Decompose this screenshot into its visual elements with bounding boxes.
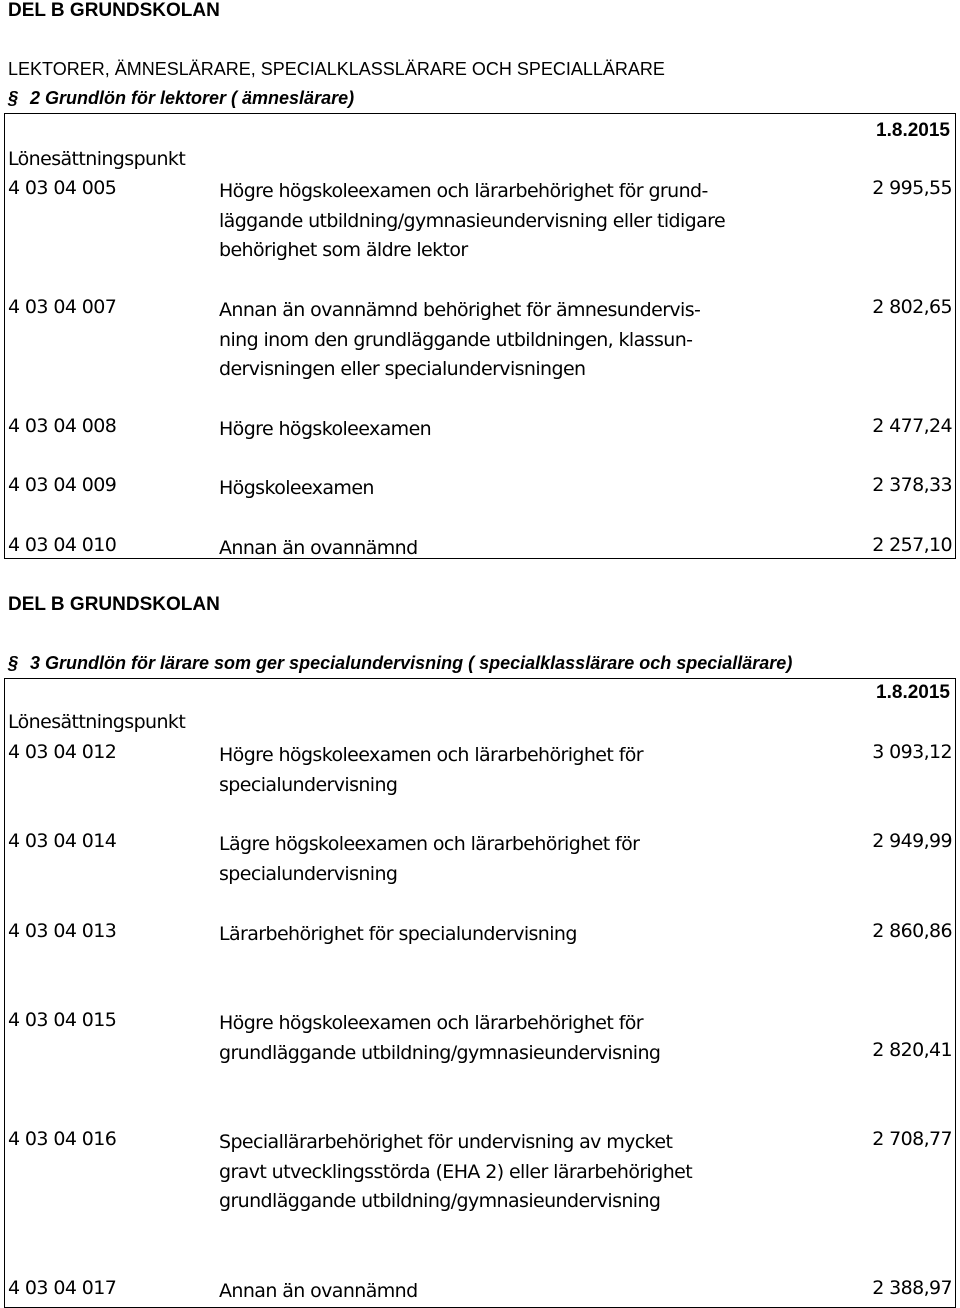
row-description-line: Annan än ovannämnd	[219, 1280, 418, 1302]
group-title: LEKTORER, ÄMNESLÄRARE, SPECIALKLASSLÄRARE OCH SPECIALLÄRARE	[8, 59, 665, 79]
row-amount: 2 860,86	[872, 920, 952, 942]
section-3-column-label: Lönesättningspunkt	[8, 711, 186, 733]
row-description	[219, 830, 639, 889]
row-code: 4 03 04 007	[8, 296, 117, 318]
row-code: 4 03 04 012	[8, 741, 117, 763]
row-description	[219, 741, 643, 800]
row-code: 4 03 04 015	[8, 1009, 117, 1031]
row-description	[219, 534, 418, 564]
part-title: DEL B GRUNDSKOLAN	[8, 0, 220, 21]
section-3-title: 3 Grundlön för lärare som ger specialundervisning ( specialklasslärare och speciallärare)	[30, 653, 793, 673]
row-code: 4 03 04 005	[8, 177, 117, 199]
section-sign: §	[8, 88, 19, 108]
row-amount: 2 477,24	[872, 415, 952, 437]
row-amount: 3 093,12	[872, 741, 952, 763]
row-code: 4 03 04 008	[8, 415, 117, 437]
row-description	[219, 1009, 660, 1068]
row-description-line: läggande utbildning/gymnasieundervisning eller tidigare	[219, 209, 726, 232]
row-code: 4 03 04 016	[8, 1128, 117, 1150]
section-3-date: 1.8.2015	[876, 682, 950, 703]
row-description-line: gravt utvecklingsstörda (EHA 2) eller lärarbehörighet	[219, 1160, 693, 1183]
row-amount: 2 257,10	[872, 534, 952, 556]
row-description-line: Högre högskoleexamen och lärarbehörighet för	[219, 744, 644, 766]
row-description-line: behörighet som äldre lektor	[219, 239, 468, 262]
row-amount: 2 949,99	[872, 830, 952, 852]
section-2-title-line	[8, 88, 354, 109]
row-code: 4 03 04 009	[8, 474, 117, 496]
row-description-line: Annan än ovannämnd	[219, 537, 418, 559]
row-description-line: Högre högskoleexamen	[219, 418, 432, 440]
row-description-line: specialundervisning	[219, 862, 398, 885]
row-description	[219, 1277, 418, 1307]
row-description	[219, 296, 700, 385]
row-description	[219, 415, 431, 445]
section-sign: §	[8, 653, 19, 673]
row-code: 4 03 04 010	[8, 534, 117, 556]
row-amount: 2 802,65	[872, 296, 952, 318]
row-description-line: specialundervisning	[219, 773, 398, 796]
row-description-line: Högre högskoleexamen och lärarbehörighet för	[219, 1012, 644, 1034]
row-description-line: Lärarbehörighet för specialundervisning	[219, 923, 577, 945]
row-description-line: Högskoleexamen	[219, 477, 374, 499]
section-3-title-line	[8, 653, 792, 674]
row-amount: 2 995,55	[872, 177, 952, 199]
row-code: 4 03 04 013	[8, 920, 117, 942]
row-amount: 2 388,97	[872, 1277, 952, 1299]
row-description	[219, 474, 374, 504]
row-code: 4 03 04 014	[8, 830, 117, 852]
row-amount: 2 820,41	[872, 1039, 952, 1061]
row-description-line: Speciallärarbehörighet för undervisning av mycket	[219, 1131, 673, 1153]
row-description	[219, 920, 577, 950]
section-2-date: 1.8.2015	[876, 120, 950, 141]
row-description-line: Högre högskoleexamen och lärarbehörighet för grund-	[219, 180, 708, 202]
row-description-line: grundläggande utbildning/gymnasieundervisning	[219, 1190, 661, 1213]
section-2-column-label: Lönesättningspunkt	[8, 148, 186, 170]
row-amount: 2 708,77	[872, 1128, 952, 1150]
row-code: 4 03 04 017	[8, 1277, 117, 1299]
row-description-line: grundläggande utbildning/gymnasieundervisning	[219, 1041, 661, 1064]
row-description-line: ning inom den grundläggande utbildningen, klassun-	[219, 328, 693, 351]
row-description-line: dervisningen eller specialundervisningen	[219, 358, 586, 381]
row-description-line: Lägre högskoleexamen och lärarbehörighet för	[219, 833, 640, 855]
part-title-2: DEL B GRUNDSKOLAN	[8, 594, 220, 615]
row-description-line: Annan än ovannämnd behörighet för ämnesundervis-	[219, 299, 701, 321]
row-amount: 2 378,33	[872, 474, 952, 496]
section-2-title: 2 Grundlön för lektorer ( ämneslärare)	[30, 88, 355, 108]
row-description	[219, 177, 725, 266]
row-description	[219, 1128, 692, 1217]
